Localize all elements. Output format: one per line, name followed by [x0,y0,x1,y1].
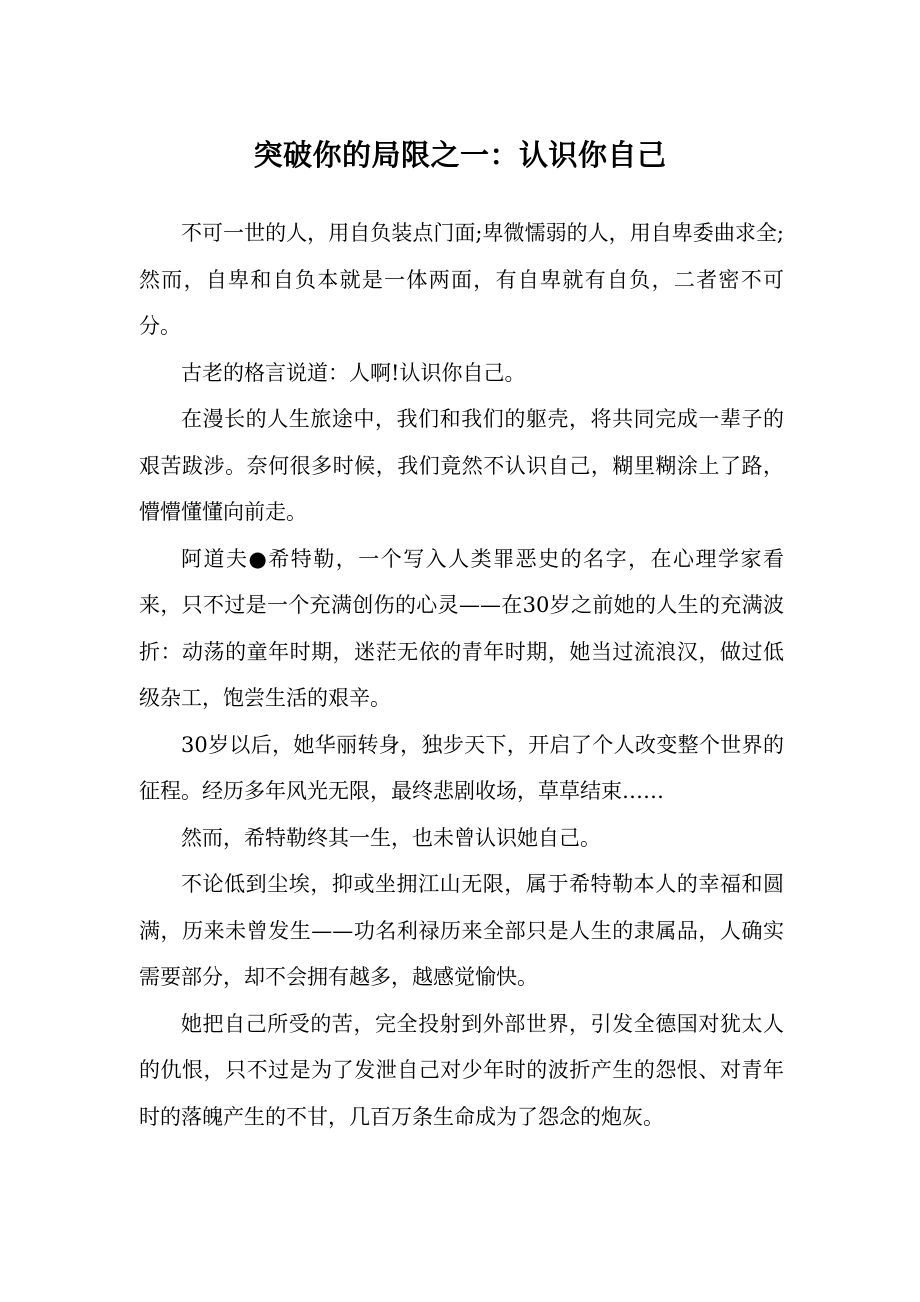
paragraph-8: 她把自己所受的苦，完全投射到外部世界，引发全德国对犹太人的仇恨，只不过是为了发泄自己对少年时的波折产生的怨恨、对青年时的落魄产生的不甘，几百万条生命成为了怨念的炮灰。 [139,1011,784,1129]
paragraph-2: 古老的格言说道：人啊!认识你自己。 [181,360,526,385]
paragraph-7: 不论低到尘埃，抑或坐拥江山无限，属于希特勒本人的幸福和圆满，历来未曾发生——功名利禄历来全部只是人生的隶属品，人确实需要部分，却不会拥有越多，越感觉愉快。 [139,872,784,989]
paragraph-5: 30岁以后，她华丽转身，独步天下，开启了个人改变整个世界的征程。经历多年风光无限，最终悲剧收场，草草结束…… [139,732,784,803]
paragraph-4: 阿道夫●希特勒，一个写入人类罪恶史的名字，在心理学家看来，只不过是一个充满创伤的心灵——在30岁之前她的人生的充满波折：动荡的童年时期，迷茫无依的青年时期，她当过流浪汉，做过低级杂工，饱尝生活的艰辛。 [139,546,784,710]
paragraph-1: 不可一世的人，用自负装点门面;卑微懦弱的人，用自卑委曲求全;然而，自卑和自负本就是一体两面，有自卑就有自负，二者密不可分。 [139,221,784,338]
document-title: 突破你的局限之一：认识你自己 [253,138,667,173]
paragraph-6: 然而，希特勒终其一生，也未曾认识她自己。 [181,825,601,850]
document-body [139,210,784,1140]
paragraph-3: 在漫长的人生旅途中，我们和我们的躯壳，将共同完成一辈子的艰苦跋涉。奈何很多时候，我们竟然不认识自己，糊里糊涂上了路，懵懵懂懂向前走。 [139,407,784,524]
